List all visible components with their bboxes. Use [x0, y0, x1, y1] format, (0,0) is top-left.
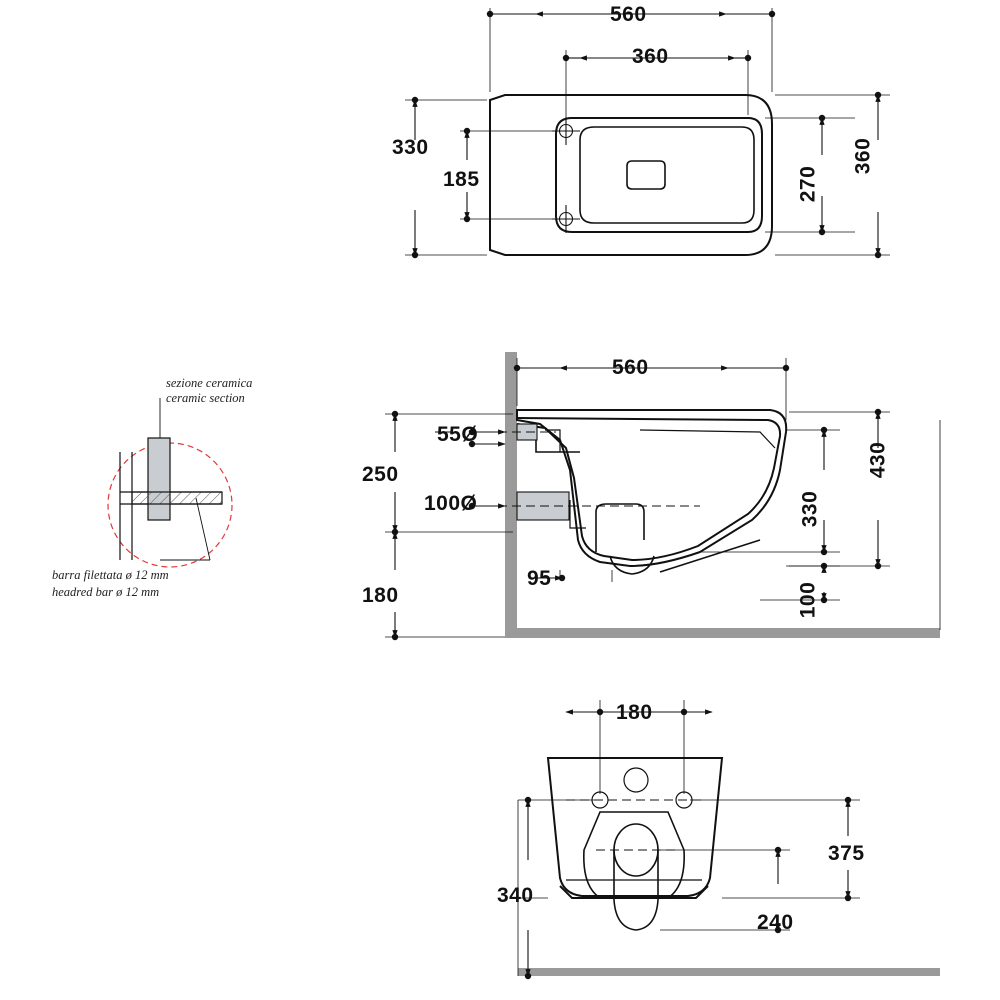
dim-side-180: 180 — [362, 584, 399, 607]
dim-side-560: 560 — [612, 356, 649, 379]
side-view-outline — [517, 410, 786, 566]
dim-side-100: 100 — [796, 581, 820, 619]
dim-top-360-depth: 360 — [851, 137, 875, 175]
dim-side-330: 330 — [798, 490, 822, 528]
dim-top-185: 185 — [443, 168, 480, 191]
dim-front-240: 240 — [757, 911, 794, 934]
dim-side-95: 95 — [527, 567, 552, 590]
dim-side-55d: 55Ø — [437, 423, 479, 446]
dim-front-375: 375 — [828, 842, 865, 865]
dim-top-330: 330 — [392, 136, 429, 159]
dim-front-180: 180 — [616, 701, 653, 724]
dim-front-340: 340 — [497, 884, 534, 907]
dim-side-250: 250 — [362, 463, 399, 486]
dim-top-560: 560 — [610, 3, 647, 26]
dim-top-360-width: 360 — [632, 45, 669, 68]
dim-side-100d: 100Ø — [424, 492, 478, 515]
callout-ceramic-section-en: ceramic section — [166, 391, 245, 405]
dim-side-430: 430 — [866, 441, 890, 479]
callout-ceramic-section-it: sezione ceramica — [166, 376, 253, 390]
top-view-outline — [490, 95, 772, 255]
callout-threaded-bar-it: barra filettata ø 12 mm — [52, 568, 169, 582]
front-view-outline — [548, 758, 722, 898]
dim-top-270: 270 — [796, 165, 820, 203]
callout-threaded-bar-en: headred bar ø 12 mm — [52, 585, 160, 599]
wall — [505, 352, 940, 638]
